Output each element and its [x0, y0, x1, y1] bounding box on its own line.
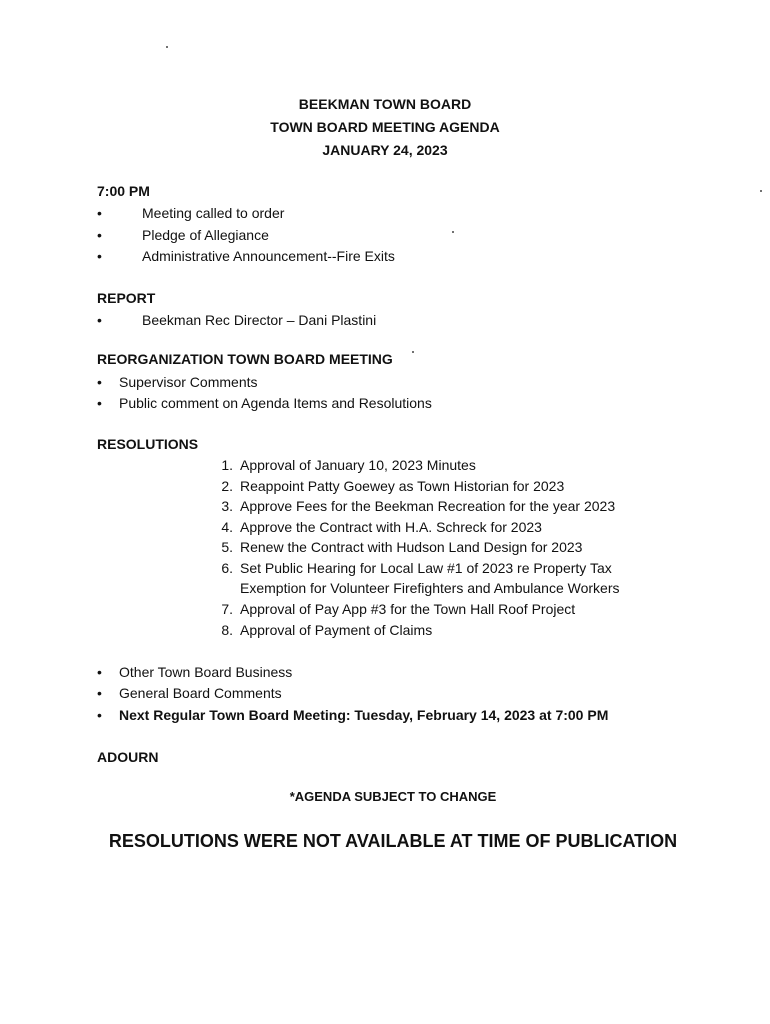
list-item: Other Town Board Business [119, 664, 293, 680]
resolution-text-continued: Exemption for Volunteer Firefighters and Ambulance Workers [240, 580, 620, 596]
header-town-board: BEEKMAN TOWN BOARD [298, 96, 472, 112]
next-meeting-item: Next Regular Town Board Meeting: Tuesday, February 14, 2023 at 7:00 PM [119, 707, 609, 723]
resolution-number: 1. [221, 457, 233, 473]
resolution-number: 5. [221, 539, 233, 555]
resolution-number: 2. [221, 478, 233, 494]
scan-speck [412, 351, 414, 353]
agenda-change-note: *AGENDA SUBJECT TO CHANGE [289, 789, 497, 804]
bullet: • [97, 664, 102, 680]
header-meeting-agenda: TOWN BOARD MEETING AGENDA [270, 119, 500, 135]
list-item: Public comment on Agenda Items and Resolutions [119, 395, 432, 411]
resolution-number: 4. [221, 519, 233, 535]
section-report-heading: REPORT [97, 290, 156, 306]
resolution-text: Approval of January 10, 2023 Minutes [240, 457, 476, 473]
bullet: • [97, 374, 102, 390]
resolution-text: Approve the Contract with H.A. Schreck for 2023 [240, 519, 542, 535]
scan-speck [452, 231, 454, 233]
bullet: • [97, 395, 102, 411]
list-item: Pledge of Allegiance [142, 227, 269, 243]
resolution-number: 8. [221, 622, 233, 638]
scan-speck [166, 46, 168, 48]
resolution-number: 7. [221, 601, 233, 617]
bullet: • [97, 227, 102, 243]
bullet: • [97, 205, 102, 221]
publication-notice: RESOLUTIONS WERE NOT AVAILABLE AT TIME OF PUBLICATION [108, 831, 678, 851]
resolution-number: 6. [221, 560, 233, 576]
list-item: General Board Comments [119, 685, 282, 701]
list-item: Beekman Rec Director – Dani Plastini [142, 312, 377, 328]
section-time: 7:00 PM [97, 183, 150, 199]
list-item: Meeting called to order [142, 205, 285, 221]
bullet: • [97, 312, 102, 328]
bullet: • [97, 685, 102, 701]
resolution-text: Renew the Contract with Hudson Land Design for 2023 [240, 539, 583, 555]
resolution-text: Set Public Hearing for Local Law #1 of 2023 re Property Tax [240, 560, 612, 576]
resolution-text: Approve Fees for the Beekman Recreation for the year 2023 [240, 498, 616, 514]
resolution-text: Reappoint Patty Goewey as Town Historian for 2023 [240, 478, 565, 494]
resolution-text: Approval of Payment of Claims [240, 622, 433, 638]
section-reorganization-heading: REORGANIZATION TOWN BOARD MEETING [97, 351, 393, 367]
list-item: Administrative Announcement--Fire Exits [142, 248, 395, 264]
resolution-text: Approval of Pay App #3 for the Town Hall Roof Project [240, 601, 576, 617]
adjourn-heading: ADOURN [97, 749, 159, 765]
header-meeting-date: JANUARY 24, 2023 [322, 142, 448, 158]
section-resolutions-heading: RESOLUTIONS [97, 436, 199, 452]
bullet: • [97, 707, 102, 723]
list-item: Supervisor Comments [119, 374, 258, 390]
resolution-number: 3. [221, 498, 233, 514]
bullet: • [97, 248, 102, 264]
scan-speck [760, 190, 762, 192]
